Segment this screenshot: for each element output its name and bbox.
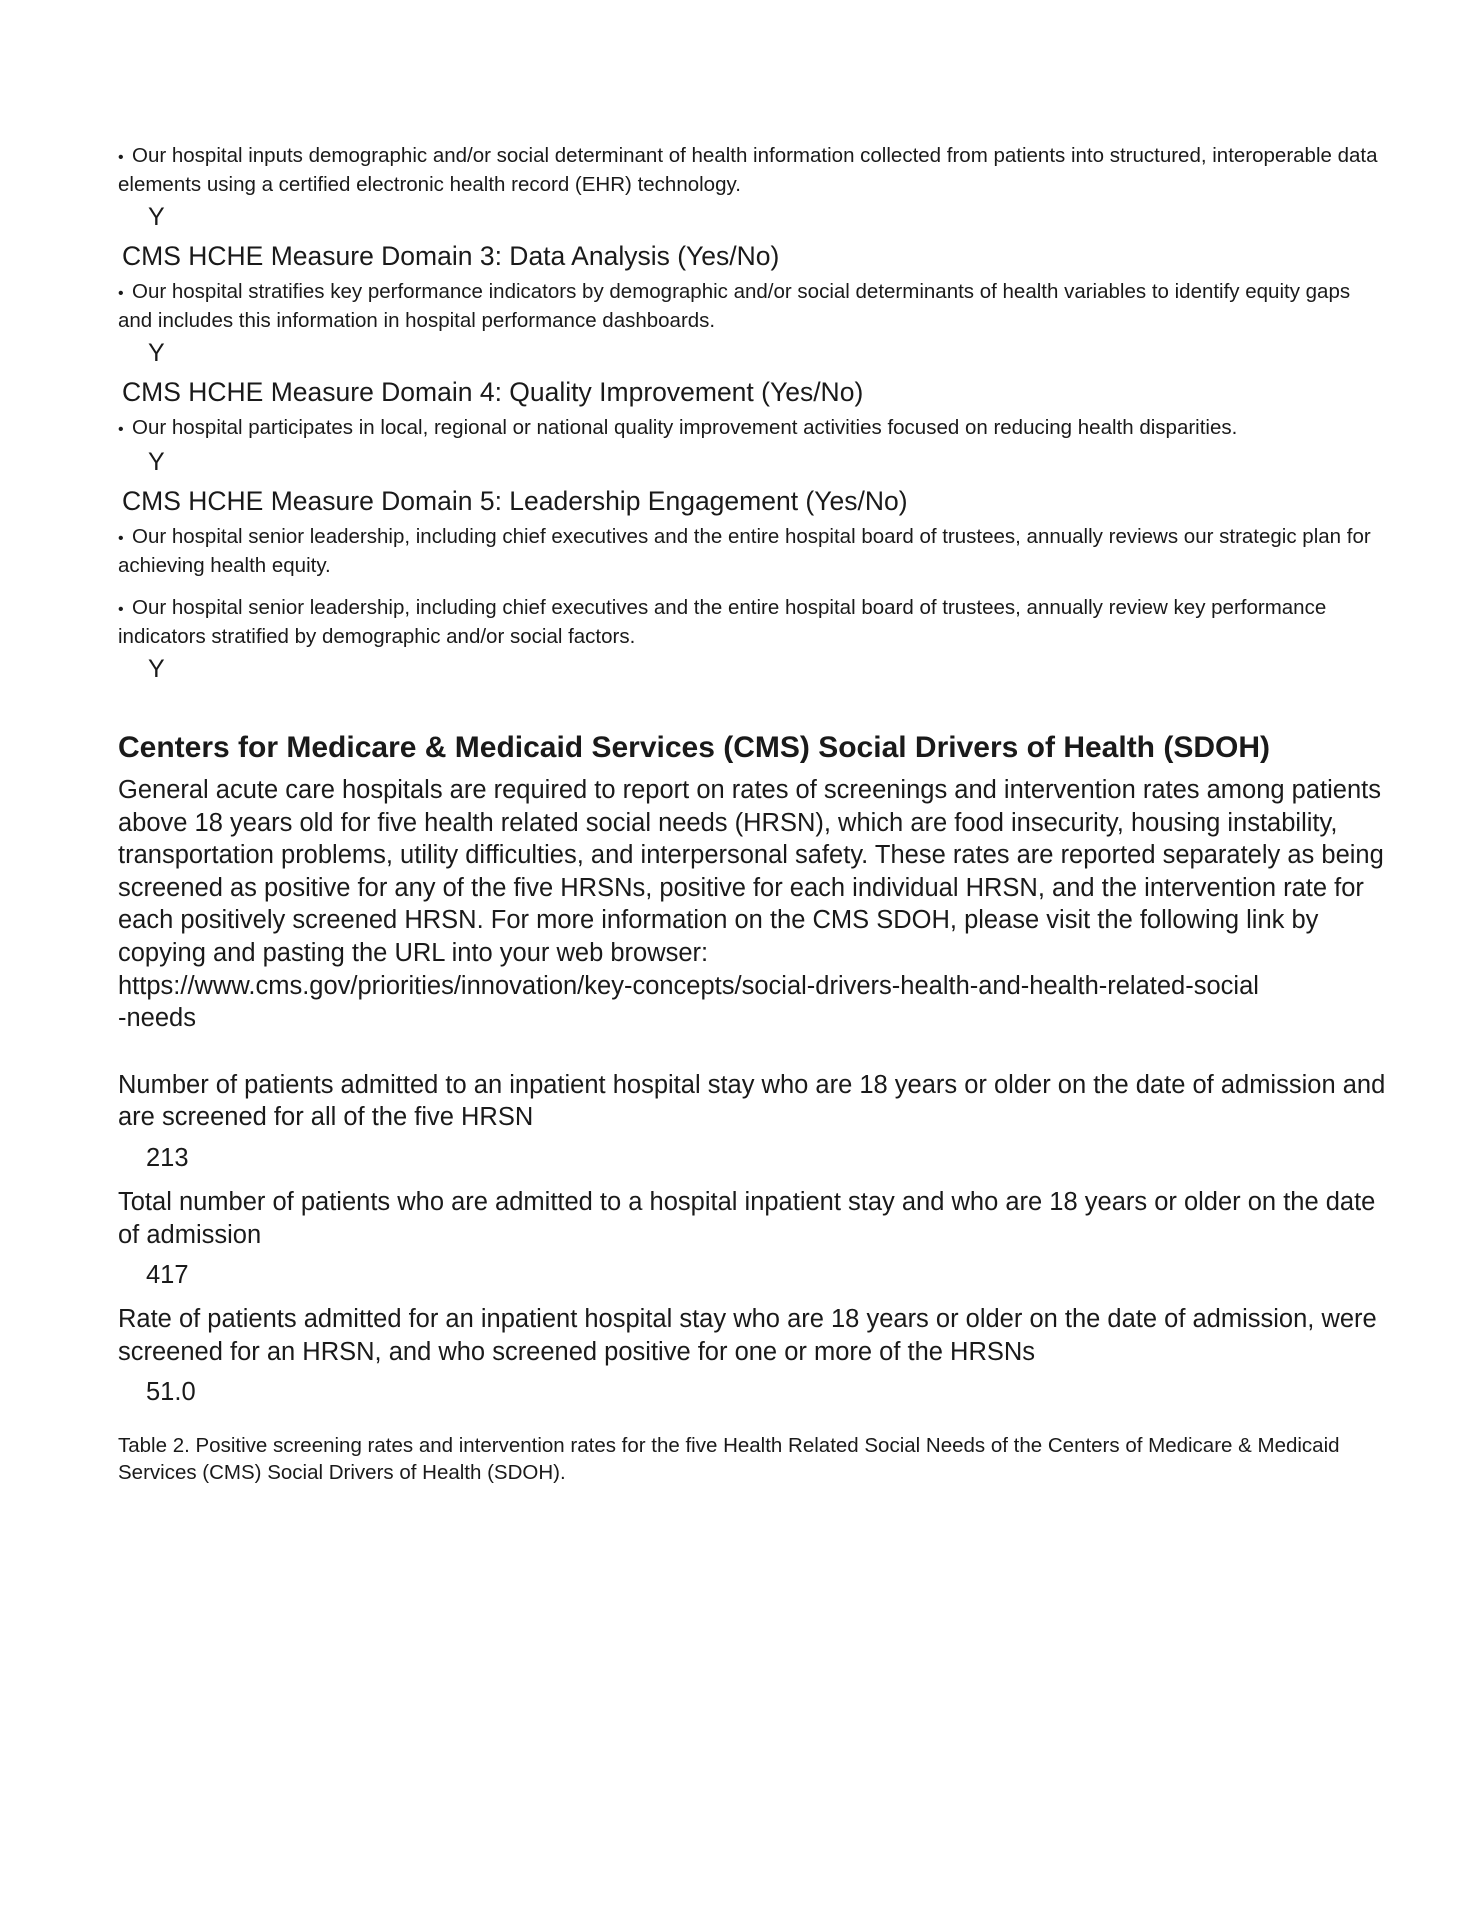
metric-rate-label: Rate of patients admitted for an inpatient hospital stay who are 18 years or older on the date of admission, were screened for an HRSN, and who screened positive for one or more of the HRSNs xyxy=(118,1305,1377,1366)
domain5-bullet-2 xyxy=(118,594,1386,650)
domain5-bullet-1 xyxy=(118,523,1386,579)
domain3-answer: Y xyxy=(148,339,165,367)
domain5-bullet-2-text: Our hospital senior leadership, including chief executives and the entire hospital board of trustees, annually review key performance indicators stratified by demographic and/or social factors. xyxy=(118,596,1327,648)
sdoh-url[interactable] xyxy=(118,970,1386,1035)
metric-total-label: Total number of patients who are admitted to a hospital inpatient stay and who are 18 years or older on the date of admission xyxy=(118,1187,1376,1249)
bullet-icon: • xyxy=(118,421,124,438)
bullet-icon: • xyxy=(118,149,124,166)
metric-screened-value: 213 xyxy=(146,1143,189,1172)
domain5-answer: Y xyxy=(148,655,165,683)
domain2-answer: Y xyxy=(148,203,165,231)
sdoh-description: General acute care hospitals are required to report on rates of screenings and intervention rates among patients above 18 years old for five health related social needs (HRSN), which are food insecurity, housing instability, transportation problems, utility difficulties, and interpersonal safety. These rates are reported separately as being screened as positive for any of the five HRSNs, positive for each individual HRSN, and the intervention rate for each positively screened HRSN. For more information on the CMS SDOH, please visit the following link by copying and pasting the URL into your web browser: xyxy=(118,776,1384,967)
domain4-bullet xyxy=(118,414,1386,443)
metric-total-value: 417 xyxy=(146,1261,189,1290)
domain3-bullet xyxy=(118,278,1386,334)
metric-screened-label: Number of patients admitted to an inpatient hospital stay who are 18 years or older on the date of admission and are screened for all of the five HRSN xyxy=(118,1070,1386,1132)
sdoh-url-line-2[interactable]: -needs xyxy=(118,1004,196,1033)
domain5-bullet-1-text: Our hospital senior leadership, including chief executives and the entire hospital board of trustees, annually reviews our strategic plan for achieving health equity. xyxy=(118,525,1371,577)
bullet-icon: • xyxy=(118,530,124,547)
domain3-bullet-text: Our hospital stratifies key performance indicators by demographic and/or social determinants of health variables to identify equity gaps and includes this information in hospital performance dashboards. xyxy=(118,280,1351,332)
domain4-answer: Y xyxy=(148,448,165,476)
sdoh-url-line-1[interactable]: https://www.cms.gov/priorities/innovation/key-concepts/social-drivers-health-and-health-related-social xyxy=(118,971,1259,1000)
domain4-heading: CMS HCHE Measure Domain 4: Quality Improvement (Yes/No) xyxy=(122,377,864,407)
sdoh-title: Centers for Medicare & Medicaid Services (CMS) Social Drivers of Health (SDOH) xyxy=(118,731,1270,764)
page-content xyxy=(118,142,1386,1486)
domain5-heading: CMS HCHE Measure Domain 5: Leadership Engagement (Yes/No) xyxy=(122,486,908,516)
domain4-bullet-text: Our hospital participates in local, regional or national quality improvement activities focused on reducing health disparities. xyxy=(132,416,1238,439)
table-caption: Table 2. Positive screening rates and intervention rates for the five Health Related Social Needs of the Centers of Medicare & Medicaid Services (CMS) Social Drivers of Health (SDOH). xyxy=(118,1434,1340,1485)
bullet-icon: • xyxy=(118,601,124,618)
domain3-heading: CMS HCHE Measure Domain 3: Data Analysis (Yes/No) xyxy=(122,241,780,271)
bullet-icon: • xyxy=(118,285,124,302)
domain2-bullet-text: Our hospital inputs demographic and/or social determinant of health information collected from patients into structured, interoperable data elements using a certified electronic health record (EHR) technology. xyxy=(118,144,1378,196)
domain2-bullet xyxy=(118,142,1386,198)
metric-rate-value: 51.0 xyxy=(146,1378,196,1407)
